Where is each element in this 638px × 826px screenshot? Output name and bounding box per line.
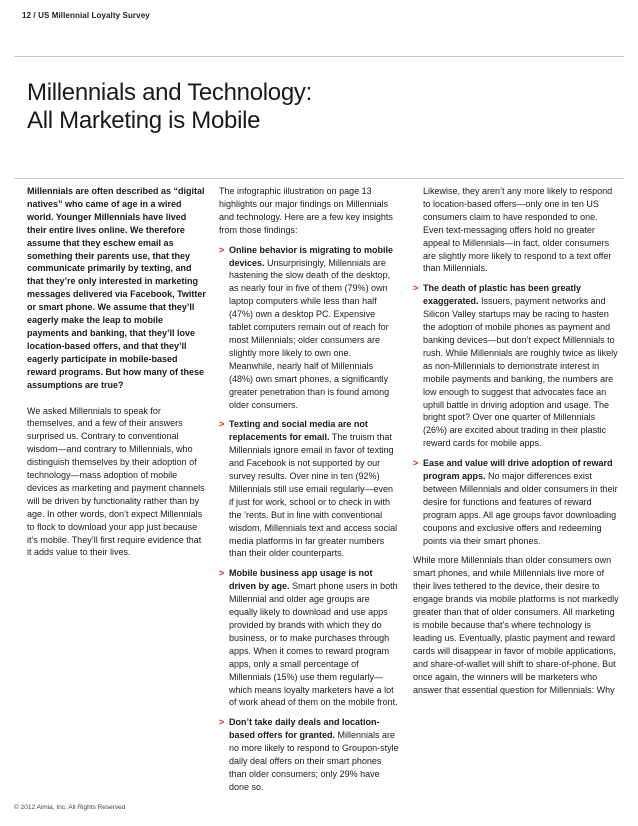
continued-paragraph: Likewise, they aren’t any more likely to respond to location-based offers—only one in ten US consumers claim to have responded to one. Even text-messaging offers hold no greater appeal to Millennials—in fact, older consumers are slightly more likely to respond to a text offer than Millennials. [423, 186, 613, 274]
insight-item [413, 282, 620, 450]
body-paragraph: We asked Millennials to speak for themselves, and a few of their answers surprised us. Contrary to conventional wisdom—and contrary to Millennials, who distinguish themselves by their adoption of technology—mass adoption of mobile devices as marketing and payment channels will be driven by functionality rather than by age. In other words, don’t expect Millennials to flock to download your app just because it’s mobile. They’ll first require evidence that it adds value to their lives. [27, 405, 205, 558]
arrow-bullet-icon: > [219, 419, 225, 430]
insight-title: Don’t take daily deals and location-based offers for granted. [229, 717, 380, 741]
running-head: 12 / US Millennial Loyalty Survey [22, 11, 150, 20]
insight-title: The death of plastic has been greatly exaggerated. [423, 283, 582, 307]
arrow-bullet-icon: > [219, 244, 225, 255]
title-line-2: All Marketing is Mobile [27, 107, 261, 134]
copyright-footer: © 2012 Aimia, Inc. All Rights Reserved [14, 804, 126, 811]
title-divider [14, 178, 624, 179]
lead-paragraph: Millennials are often described as “digital natives” who came of age in a wired world. Younger Millennials have lived their entire lives online. We therefore assume that they eschew email as something their parents use, that they communicate primarily by texting, and that they’re only interested in marketing messages delivered via Facebook, Twitter or smart phone. We assume that they’ll eagerly make the leap to mobile payments and banking, that they’ll love location-based offers, and that they’ll eagerly participate in mobile-based reward programs. But how many of these assumptions are true? [27, 186, 206, 390]
title-line-1: Millennials and Technology: [27, 79, 312, 106]
insight-item [413, 457, 620, 547]
insight-item [219, 244, 399, 412]
arrow-bullet-icon: > [413, 283, 419, 294]
column-1 [27, 185, 207, 559]
insight-item [219, 567, 399, 709]
insight-text: Issuers, payment networks and Silicon Valley startups may be racing to hasten the adoption of mobile phones as payment and banking devices—but don’t expect Millennials to rush. While Millennials are roughly twice as likely as non-Millennials to demonstrate interest in mobile payments and banking, the numbers are low enough to suggest that advocates face an uphill battle in driving adoption and usage. The bright spot? Over one quarter of Millennials (26%) are excited about trading in their plastic reward cards for mobile apps. [423, 296, 618, 449]
arrow-bullet-icon: > [413, 458, 419, 469]
top-divider [14, 56, 624, 57]
insight-title: Online behavior is migrating to mobile devices. [229, 244, 394, 268]
insight-text: Unsurprisingly, Millennials are hastening the slow death of the desktop, as nearly four in five of them (79%) own laptop computers while less than half (47%) own a desktop PC. Expensive tablet computers remain out of reach for most Millennials; older consumers are slightly more likely to own one. Meanwhile, nearly half of Millennials (48%) own smart phones, a significantly greater penetration than is found among older consumers. [229, 257, 391, 410]
intro-paragraph: The infographic illustration on page 13 highlights our major findings on Millennials and technology. Here are a few key insights from those findings: [219, 186, 393, 235]
insight-text: Smart phone users in both Millennial and older age groups are equally likely to download and use apps provided by brands with which they do business, or to make purchases through apps. When it comes to reward program apps, only a small percentage of Millennials (15%) use them regularly—which means loyalty marketers have a lot of work ahead of them on the mobile front. [229, 581, 398, 708]
arrow-bullet-icon: > [219, 717, 225, 728]
insight-title: Mobile business app usage is not driven by age. [229, 568, 373, 592]
insight-item [219, 716, 399, 793]
insight-text: No major differences exist between Millennials and older consumers in their desire for functions and features of reward program apps. All age groups favor downloading coupons and exclusive offers and redeeming points via their smart phones. [423, 471, 618, 546]
insight-text: The truism that Millennials ignore email in favor of texting and Facebook is not supported by our survey results. Over nine in ten (92%) Millennials still use email regularly—even if just for work, school or to check in with the ’rents. But in line with conventional wisdom, Millennials text and access social media platforms in far greater numbers than their older counterparts. [229, 432, 398, 559]
arrow-bullet-icon: > [219, 568, 225, 579]
insight-item [219, 418, 399, 560]
insight-title: Ease and value will drive adoption of reward program apps. [423, 458, 613, 482]
insight-text: Millennials are no more likely to respond to Groupon-style daily deal offers on their smart phones than older consumers; only 29% have done so. [229, 730, 399, 792]
closing-paragraph: While more Millennials than older consumers own smart phones, and while Millennials live more of their lives tethered to the device, their desire to engage brands via mobile platforms is not markedly greater than that of older consumers. All marketing is mobile because that’s where technology is leading us. Eventually, plastic payment and reward cards will disappear in favor of mobile applications, and share-of-wallet will shift to share-of-phone. But once again, the winners will be marketers who answer that essential question for Millennials: Why [413, 555, 619, 695]
insight-title: Texting and social media are not replacements for email. [229, 419, 368, 443]
page-title [27, 79, 312, 135]
column-3 [413, 185, 620, 696]
column-2 [219, 185, 399, 794]
